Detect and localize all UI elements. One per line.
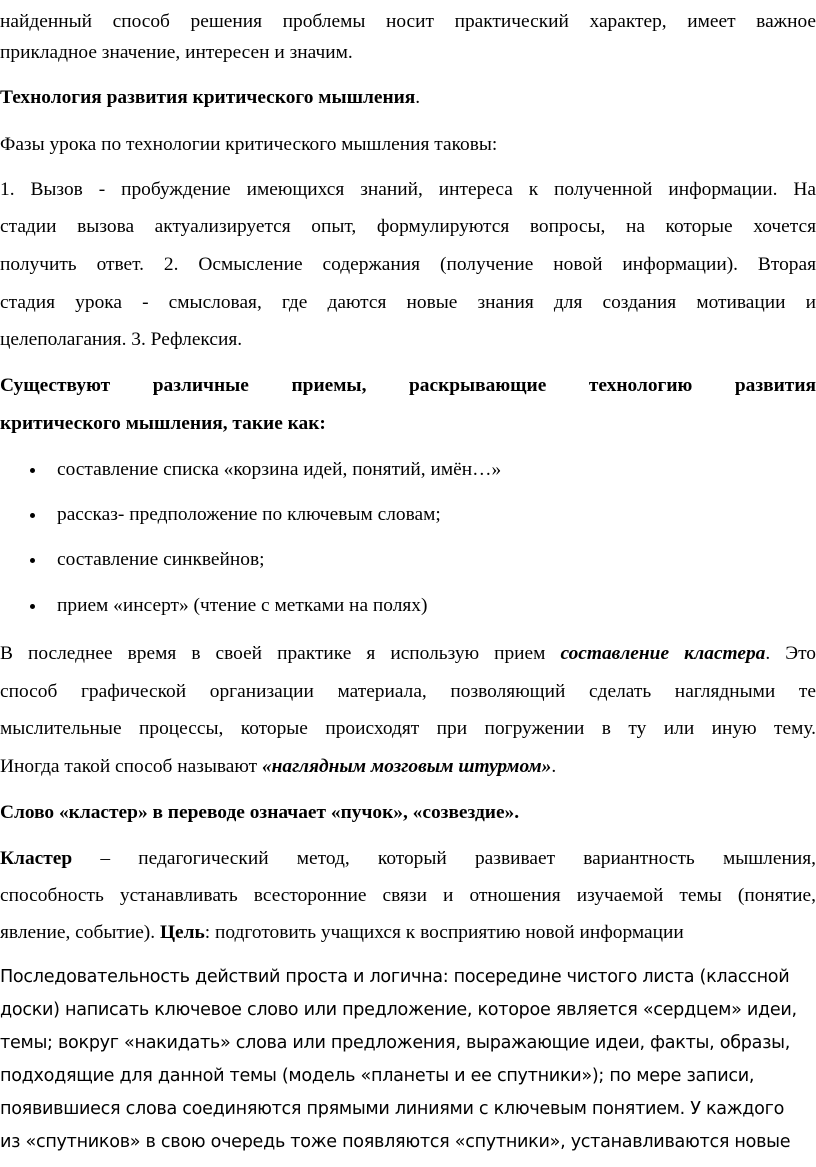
phases-intro: Фазы урока по технологии критического мышления таковы: [0, 134, 498, 155]
sequence-line-5: появившиеся слова соединяются прямыми линиями с ключевым понятием. У каждого [0, 1099, 785, 1119]
heading-critical-dot: . [415, 87, 421, 108]
heading-critical-thinking [0, 86, 816, 110]
bullet-dot-icon [30, 468, 35, 473]
cluster-def-line3-pre: явление, событие). [0, 922, 160, 943]
intro-line-1: найденный способ решения проблемы носит практический характер, имеет важное [0, 11, 816, 32]
bullet-text: составление синквейнов; [57, 549, 265, 570]
cluster-def-rest: – педагогический метод, который развивает вариантность мышления, [72, 848, 816, 869]
cluster-method-emphasis: составление кластера [560, 643, 766, 664]
phases-line-1: 1. Вызов - пробуждение имеющихся знаний, интереса к полученной информации. На [0, 179, 816, 200]
heading-critical-text: Технология развития критического мышления [0, 87, 416, 108]
goal-label: Цель [159, 922, 205, 943]
cluster-para-line4-post: . [551, 756, 557, 777]
phases-line-5: целеполагания. 3. Рефлексия. [0, 329, 243, 350]
bullet-text: рассказ- предположение по ключевым словам; [57, 504, 441, 525]
sequence-line-6: из «спутников» в свою очередь тоже появляются «спутники», устанавливаются новые [0, 1132, 791, 1152]
cluster-def-line-2: способность устанавливать всесторонние связи и отношения изучаемой темы (понятие, [0, 885, 816, 906]
sequence-line-4: подходящие для данной темы (модель «планеты и ее спутники»); по мере записи, [0, 1066, 755, 1086]
sequence-line-1: Последовательность действий проста и логична: посередине чистого листа (классной [0, 967, 790, 987]
bullet-dot-icon [30, 558, 35, 563]
cluster-term: Кластер [0, 848, 73, 869]
cluster-para-line4-pre: Иногда такой способ называют [0, 756, 262, 777]
cluster-para-line-2: способ графической организации материала, позволяющий сделать наглядными те [0, 681, 816, 702]
sequence-line-2: доски) написать ключевое слово или предложение, которое является «сердцем» идеи, [0, 1000, 797, 1020]
bullet-text: прием «инсерт» (чтение с метками на полях) [57, 595, 428, 616]
brainstorm-emphasis: «наглядным мозговым штурмом» [261, 756, 552, 777]
phases-line-4: стадия урока - смысловая, где даются новые знания для создания мотивации и [0, 292, 816, 313]
cluster-para-line-4 [0, 755, 816, 779]
bullet-text: составление списка «корзина идей, понятий, имён…» [57, 459, 502, 480]
sequence-line-3: темы; вокруг «накидать» слова или предложения, выражающие идеи, факты, образы, [0, 1033, 791, 1053]
cluster-para-post: . Это [765, 643, 816, 664]
cluster-def-line-3 [0, 921, 816, 945]
cluster-para-line-1 [0, 642, 816, 666]
bullet-dot-icon [30, 513, 35, 518]
techniques-heading-line-2: критического мышления, такие как: [0, 413, 326, 434]
bullet-dot-icon [30, 604, 35, 609]
cluster-def-line3-post: : подготовить учащихся к восприятию новой информации [204, 922, 684, 943]
techniques-heading-line-1: Существуют различные приемы, раскрывающие технологию развития [0, 375, 816, 396]
intro-line-2: прикладное значение, интересен и значим. [0, 42, 353, 63]
phases-line-3: получить ответ. 2. Осмысление содержания (получение новой информации). Вторая [0, 254, 816, 275]
cluster-para-line-3: мыслительные процессы, которые происходят при погружении в ту или иную тему. [0, 718, 816, 739]
phases-line-2: стадии вызова актуализируется опыт, формулируются вопросы, на которые хочется [0, 216, 816, 237]
cluster-word-heading: Слово «кластер» в переводе означает «пучок», «созвездие». [0, 802, 520, 823]
cluster-def-line-1 [0, 847, 816, 871]
cluster-para-pre: В последнее время в своей практике я использую прием [0, 643, 561, 664]
